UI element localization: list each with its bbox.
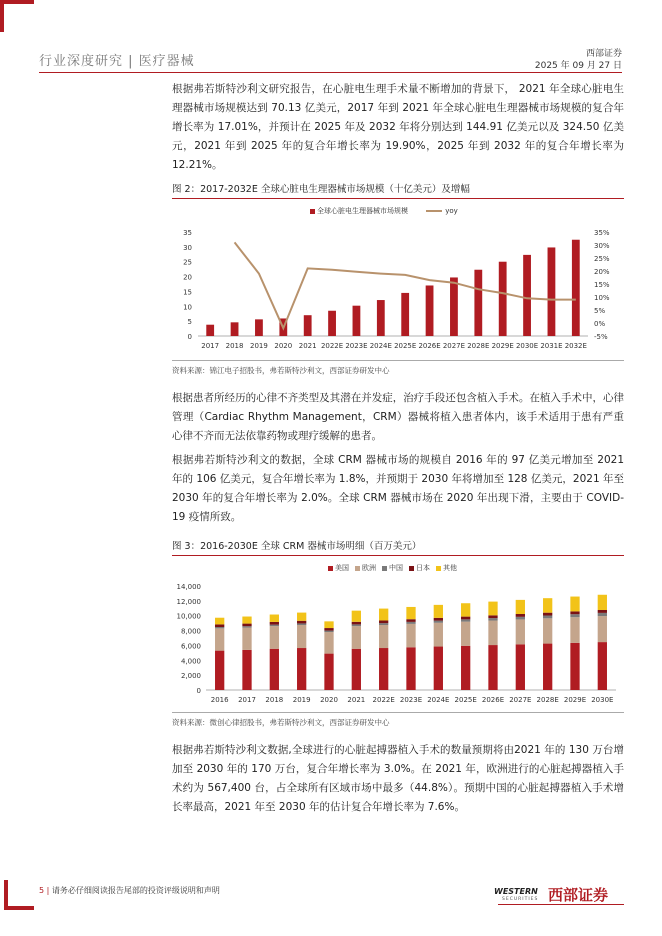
legend-swatch	[382, 566, 387, 571]
x-tick-label: 2032E	[564, 342, 587, 350]
x-tick-label: 2019	[250, 342, 268, 350]
bar	[474, 270, 482, 336]
chart-ep-market	[172, 220, 624, 358]
stacked-bar-segment	[461, 646, 470, 690]
stacked-bar-segment	[270, 622, 279, 625]
x-tick-label: 2027E	[442, 342, 466, 350]
stacked-bar-segment	[598, 595, 607, 610]
legend-swatch	[328, 566, 333, 571]
y-tick-label: 2,000	[180, 672, 201, 681]
x-tick-label: 2023E	[399, 696, 423, 704]
corner-mark	[0, 0, 4, 32]
bar	[450, 277, 458, 336]
logo-western: WESTERN	[494, 887, 538, 896]
stacked-bar-segment	[324, 628, 333, 631]
x-tick-label: 2023E	[345, 342, 368, 350]
stacked-bar-segment	[352, 626, 361, 649]
corner-mark	[0, 0, 34, 4]
stacked-bar-segment	[215, 624, 224, 627]
stacked-bar-segment	[543, 618, 552, 643]
y-tick-label: 12,000	[176, 597, 201, 606]
stacked-bar-segment	[461, 617, 470, 620]
stacked-bar-segment	[406, 624, 415, 647]
figure-2-top-rule	[172, 198, 624, 199]
figure-2-bottom-rule	[172, 360, 624, 361]
stacked-bar-segment	[324, 631, 333, 632]
header-section: 行业深度研究 | 医疗器械	[39, 54, 195, 69]
legend-label: 美国	[335, 564, 349, 572]
x-tick-label: 2022E	[372, 696, 395, 704]
bar	[572, 240, 580, 336]
stacked-bar-segment	[516, 619, 525, 644]
stacked-bar-segment	[242, 626, 251, 627]
y-tick-label: 10,000	[176, 612, 201, 621]
stacked-bar-segment	[242, 628, 251, 650]
x-tick-label: 2024E	[369, 342, 392, 350]
stacked-bar-segment	[516, 600, 525, 614]
figure-3-title: 图 3：2016-2030E 全球 CRM 器械市场明细（百万美元）	[172, 541, 422, 552]
y2-tick-label: 10%	[594, 294, 610, 302]
stacked-bar-segment	[488, 615, 497, 618]
x-tick-label: 2028E	[536, 696, 559, 704]
y-tick-label: 35	[183, 229, 192, 237]
stacked-bar-segment	[379, 609, 388, 621]
figure-2-source: 资料来源：锦江电子招股书，弗若斯特沙利文，西部证券研发中心	[172, 366, 390, 375]
x-tick-label: 2025E	[454, 696, 477, 704]
bar	[304, 315, 312, 336]
stacked-bar-segment	[297, 625, 306, 648]
x-tick-label: 2017	[238, 696, 256, 704]
stacked-bar-segment	[461, 603, 470, 616]
header-company: 西部证券	[585, 49, 622, 59]
x-tick-label: 2021	[298, 342, 317, 350]
stacked-bar-segment	[379, 623, 388, 625]
stacked-bar-segment	[406, 622, 415, 624]
legend-item-market: 全球心脏电生理器械市场规模	[310, 207, 408, 215]
y-tick-label: 4,000	[180, 657, 201, 666]
stacked-bar-segment	[516, 614, 525, 617]
x-tick-label: 2020	[274, 342, 293, 350]
stacked-bar-segment	[488, 618, 497, 620]
logo-securities: SECURITIES	[502, 897, 539, 902]
x-tick-label: 2026E	[481, 696, 505, 704]
bar	[255, 319, 263, 336]
stacked-bar-segment	[434, 623, 443, 647]
bar	[377, 300, 385, 336]
stacked-bar-segment	[270, 615, 279, 622]
stacked-bar-segment	[570, 611, 579, 614]
x-tick-label: 2018	[225, 342, 244, 350]
stacked-bar-segment	[406, 619, 415, 622]
footer-rule	[498, 904, 624, 905]
stacked-bar-segment	[324, 654, 333, 690]
stacked-bar-segment	[543, 615, 552, 618]
header-date: 2025 年 09 月 27 日	[534, 61, 622, 71]
stacked-bar-segment	[406, 607, 415, 619]
x-tick-label: 2022E	[320, 342, 344, 350]
x-tick-label: 2025E	[394, 342, 417, 350]
stacked-bar-segment	[516, 617, 525, 620]
x-tick-label: 2030E	[591, 696, 614, 704]
stacked-bar-segment	[242, 617, 251, 624]
y-tick-label: 8,000	[180, 627, 201, 636]
y-tick-label: 0	[196, 687, 201, 695]
stacked-bar-segment	[379, 620, 388, 623]
figure-3-source: 资料来源：微创心律招股书，弗若斯特沙利文，西部证券研发中心	[172, 718, 390, 727]
stacked-bar-segment	[434, 621, 443, 623]
stacked-bar-segment	[324, 621, 333, 628]
stacked-bar-segment	[598, 642, 607, 690]
stacked-bar-segment	[434, 618, 443, 621]
header-rule	[39, 72, 622, 73]
footer-note	[39, 885, 220, 896]
x-tick-label: 2024E	[427, 696, 450, 704]
stacked-bar-segment	[570, 643, 579, 690]
stacked-bar-segment	[570, 597, 579, 612]
stacked-bar-segment	[270, 649, 279, 690]
x-tick-label: 2029E	[491, 342, 514, 350]
legend-swatch	[310, 209, 315, 214]
legend-item	[436, 564, 457, 572]
stacked-bar-segment	[242, 650, 251, 690]
bar	[426, 285, 434, 336]
x-tick-label: 2019	[292, 696, 311, 704]
y-tick-label: 10	[183, 303, 192, 312]
y2-tick-label: 30%	[594, 242, 610, 250]
legend-swatch	[436, 566, 441, 571]
corner-mark-bottom	[4, 906, 34, 910]
paragraph-1: 根据弗若斯特沙利文研究报告，在心脏电生理手术量不断增加的背景下， 2021 年全球心脏电生理器械市场规模达到 70.13 亿美元，2017 年到 2021 年全球心脏电生理器械市场规模的复合年增长率为 17.01%，并预计在 2025 年及 2032 年将分别达到 144.91 亿美元以及 324.50 亿美元，2021 年到 2025 年的复合年增长率为 19.90%，2025 年到 2032 年的复合年增长率为 12.21%。	[172, 83, 624, 171]
y-tick-label: 6,000	[180, 642, 201, 651]
stacked-bar-segment	[461, 619, 470, 621]
stacked-bar-segment	[598, 616, 607, 642]
x-tick-label: 2030E	[515, 342, 539, 350]
y-tick-label: 25	[183, 258, 192, 267]
x-tick-label: 2018	[265, 696, 284, 704]
chart-crm-market	[172, 578, 624, 710]
x-tick-label: 2029E	[563, 696, 587, 704]
stacked-bar-segment	[215, 627, 224, 628]
legend-label: 日本	[416, 564, 430, 572]
stacked-bar-segment	[215, 618, 224, 625]
x-tick-label: 2017	[201, 342, 220, 350]
x-tick-label: 2027E	[509, 696, 532, 704]
y2-tick-label: 25%	[594, 255, 610, 263]
stacked-bar-segment	[461, 622, 470, 646]
stacked-bar-segment	[543, 598, 552, 612]
y2-tick-label: -5%	[594, 333, 608, 341]
figure-3-top-rule	[172, 555, 624, 556]
stacked-bar-segment	[488, 621, 497, 646]
stacked-bar-segment	[297, 623, 306, 625]
x-tick-label: 2031E	[540, 342, 563, 350]
x-tick-label: 2020	[320, 696, 338, 704]
legend-label: 欧洲	[362, 564, 376, 572]
stacked-bar-segment	[242, 624, 251, 627]
y2-tick-label: 15%	[594, 281, 610, 289]
figure-3-bottom-rule	[172, 712, 624, 713]
logo-cn: 西部证券	[548, 886, 609, 904]
stacked-bar-segment	[297, 648, 306, 690]
y-tick-label: 30	[183, 243, 192, 252]
stacked-bar-segment	[543, 613, 552, 616]
legend-item	[328, 564, 349, 572]
stacked-bar-segment	[352, 622, 361, 625]
legend-item	[382, 564, 403, 572]
stacked-bar-segment	[570, 617, 579, 643]
bar	[353, 306, 361, 336]
stacked-bar-segment	[570, 614, 579, 617]
page-number: 5	[39, 886, 45, 895]
bar	[523, 255, 531, 336]
legend-item	[355, 564, 376, 572]
legend-item-yoy: yoy	[426, 207, 458, 215]
bar	[401, 293, 409, 336]
stacked-bar-segment	[270, 626, 279, 649]
paragraph-4: 根据弗若斯特沙利文数据,全球进行的心脏起搏器植入手术的数量预期将由2021 年的 130 万台增加至 2030 年的 170 万台，复合年增长率为 3.0%。在 2021 年，欧洲进行的心脏起搏器植入手术约为 567,400 台，占全球所有区域市场中最多（44.8%）。预期中国的心脏起搏器植入手术增长率最高，2021 年至 2030 年的估计复合年增长率为 7.6%。	[172, 744, 624, 813]
legend-item	[409, 564, 430, 572]
x-tick-label: 2021	[347, 696, 366, 704]
y2-tick-label: 5%	[594, 307, 606, 315]
legend-line	[426, 210, 442, 212]
stacked-bar-segment	[379, 625, 388, 648]
stacked-bar-segment	[297, 621, 306, 624]
stacked-bar-segment	[352, 624, 361, 626]
stacked-bar-segment	[352, 649, 361, 690]
y-tick-label: 0	[187, 333, 192, 341]
stacked-bar-segment	[488, 602, 497, 616]
y-tick-label: 20	[183, 273, 192, 282]
legend-swatch	[355, 566, 360, 571]
footer-disclaimer: 请务必仔细阅读报告尾部的投资评级说明和声明	[51, 886, 220, 895]
stacked-bar-segment	[434, 647, 443, 690]
chart1-legend	[310, 206, 458, 216]
footer-separator: |	[46, 886, 50, 895]
bar	[206, 325, 214, 336]
stacked-bar-segment	[543, 644, 552, 690]
legend-swatch	[409, 566, 414, 571]
y2-tick-label: 0%	[594, 320, 606, 328]
stacked-bar-segment	[324, 632, 333, 654]
legend-label: 中国	[389, 564, 403, 572]
x-tick-label: 2028E	[467, 342, 490, 350]
y-tick-label: 5	[187, 318, 192, 327]
stacked-bar-segment	[215, 651, 224, 690]
bar	[499, 262, 507, 336]
x-tick-label: 2026E	[418, 342, 441, 350]
bar	[231, 322, 239, 336]
stacked-bar-segment	[379, 648, 388, 690]
stacked-bar-segment	[270, 625, 279, 626]
stacked-bar-segment	[406, 647, 415, 690]
x-tick-label: 2016	[210, 696, 229, 704]
chart2-legend	[328, 563, 463, 573]
stacked-bar-segment	[215, 628, 224, 650]
y-tick-label: 14,000	[176, 583, 201, 591]
paragraph-2: 根据患者所经历的心律不齐类型及其潜在并发症，治疗手段还包含植入手术。在植入手术中，心律管理（Cardiac Rhythm Management，CRM）器械将植入患者体内，该手术适用于患有严重心律不齐而无法依靠药物或理疗缓解的患者。	[172, 392, 624, 442]
y2-tick-label: 35%	[594, 229, 610, 237]
bar	[328, 311, 336, 336]
stacked-bar-segment	[598, 610, 607, 613]
bar	[548, 247, 556, 336]
stacked-bar-segment	[516, 644, 525, 690]
y2-tick-label: 20%	[594, 268, 610, 276]
figure-2-title: 图 2：2017-2032E 全球心脏电生理器械市场规模（十亿美元）及增幅	[172, 184, 470, 195]
legend-label: 其他	[443, 564, 457, 572]
paragraph-3: 根据弗若斯特沙利文的数据，全球 CRM 器械市场的规模自 2016 年的 97 亿美元增加至 2021 年的 106 亿美元，复合年增长率为 1.8%，并预期于 2030 年将增加至 128 亿美元，2021 年至 2030 年的复合年增长率为 2.0%。全球 CRM 器械市场在 2020 年出现下滑，主要由于 COVID-19 疫情所致。	[172, 454, 624, 523]
stacked-bar-segment	[434, 605, 443, 618]
y-tick-label: 15	[183, 288, 192, 297]
stacked-bar-segment	[488, 645, 497, 690]
stacked-bar-segment	[598, 613, 607, 616]
stacked-bar-segment	[352, 611, 361, 622]
stacked-bar-segment	[297, 613, 306, 621]
